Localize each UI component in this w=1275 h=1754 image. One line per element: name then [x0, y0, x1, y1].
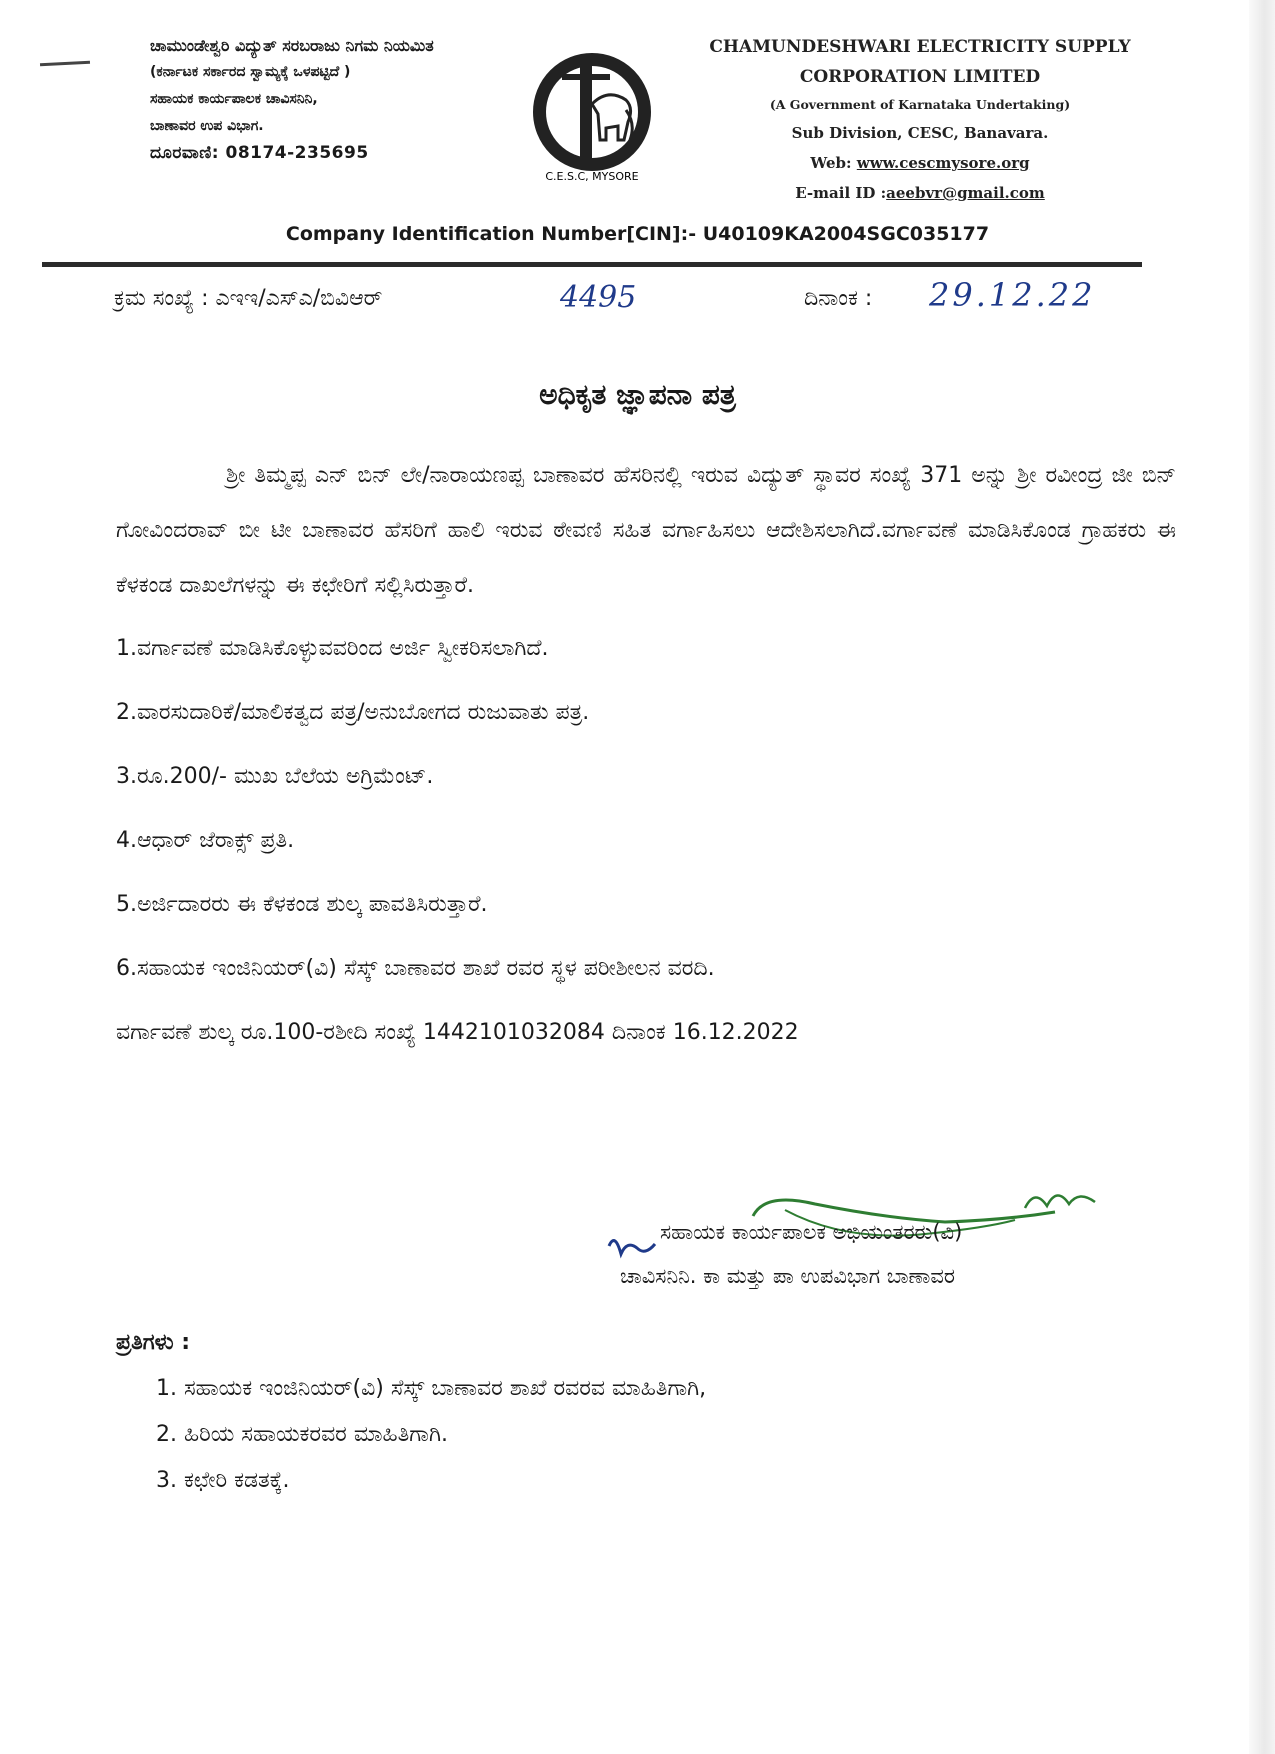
kannada-org-name: ಚಾಮುಂಡೇಶ್ವರಿ ವಿದ್ಯುತ್ ಸರಬರಾಜು ನಿಗಮ ನಿಯಮಿತ [150, 36, 434, 55]
list-item: 5.ಅರ್ಜಿದಾರರು ಈ ಕೆಳಕಂಡ ಶುಲ್ಕ ಪಾವತಿಸಿರುತ್ತಾರೆ. [116, 892, 488, 917]
reference-label: ಕ್ರಮ ಸಂಖ್ಯೆ : ಎಇಇ/ಎಸ್‌ಎ/ಬಿವಿಆರ್ [114, 286, 383, 311]
company-name-line1: CHAMUNDESHWARI ELECTRICITY SUPPLY [709, 37, 1131, 57]
scan-edge [1249, 0, 1275, 1754]
list-item: 6.ಸಹಾಯಕ ಇಂಜಿನಿಯರ್(ವಿ) ಸೆಸ್ಕ್ ಬಾಣಾವರ ಶಾಖೆ ರವರ ಸ್ಥಳ ಪರೀಶೀಲನ ವರದಿ. [116, 956, 715, 981]
logo-caption: C.E.S.C, MYSORE [545, 170, 639, 183]
signatory-title: ಸಹಾಯಕ ಕಾರ್ಯಪಾಲಕ ಅಭಿಯಂತರರು(ವಿ) [660, 1220, 963, 1244]
header-divider [42, 262, 1142, 267]
government-note: (A Government of Karnataka Undertaking) [769, 97, 1071, 112]
copy-item: 2. ಹಿರಿಯ ಸಹಾಯಕರವರ ಮಾಹಿತಿಗಾಗಿ. [156, 1422, 448, 1447]
kannada-letterhead [150, 32, 530, 167]
reference-number: 4495 [560, 280, 637, 315]
copy-item: 1. ಸಹಾಯಕ ಇಂಜಿನಿಯರ್(ವಿ) ಸೆಸ್ಕ್ ಬಾಣಾವರ ಶಾಖೆ ರವರವ ಮಾಹಿತಿಗಾಗಿ, [156, 1376, 707, 1401]
date-value: 29.12.22 [929, 276, 1096, 314]
date-label: ದಿನಾಂಕ : [804, 286, 873, 311]
kannada-phone: ದೂರವಾಣಿ: 08174-235695 [150, 143, 369, 163]
document-title: ಅಧಿಕೃತ ಜ್ಞಾಪನಾ ಪತ್ರ [539, 378, 736, 411]
web-link[interactable]: www.cescmysore.org [856, 154, 1030, 172]
email-label: E-mail ID : [795, 184, 887, 202]
email-link[interactable]: aeebvr@gmail.com [886, 184, 1045, 202]
list-item: 4.ಆಧಾರ್ ಜೆರಾಕ್ಸ್ ಪ್ರತಿ. [116, 828, 295, 853]
cin-number: Company Identification Number[CIN]:- U40109KA2004SGC035177 [285, 223, 990, 245]
english-letterhead [700, 32, 1140, 208]
fee-receipt-line: ವರ್ಗಾವಣೆ ಶುಲ್ಕ ರೂ.100-ರಶೀದಿ ಸಂಖ್ಯೆ 1442101032084 ದಿನಾಂಕ 16.12.2022 [116, 1020, 799, 1045]
copy-item: 3. ಕಛೇರಿ ಕಡತಕ್ಕೆ. [156, 1468, 290, 1493]
list-item: 3.ರೂ.200/- ಮುಖ ಬೆಲೆಯ ಅಗ್ರಿಮೆಂಟ್. [116, 764, 434, 789]
web-line [700, 148, 1140, 178]
copies-section [116, 1320, 1116, 1504]
cesc-logo [522, 44, 662, 184]
memo-paragraph: ಶ್ರೀ ತಿಮ್ಮಪ್ಪ ಎನ್ ಬಿನ್ ಲೇ/ನಾರಾಯಣಪ್ಪ ಬಾಣಾವರ ಹೆಸರಿನಲ್ಲಿ ಇರುವ ವಿದ್ಯುತ್ ಸ್ಥಾವರ ಸಂಖ್ಯೆ 371 ಅನ್ನು ಶ್ರೀ ರವೀಂದ್ರ ಜೀ ಬಿನ್ ಗೋವಿಂದರಾವ್ ಬೀ ಟೀ ಬಾಣಾವರ ಹೆಸರಿಗೆ ಹಾಲಿ ಇರುವ ಠೇವಣಿ ಸಹಿತ ವರ್ಗಾಹಿಸಲು ಆದೇಶಿಸಲಾಗಿದೆ.ವರ್ಗಾವಣೆ ಮಾಡಿಸಿಕೊಂಡ ಗ್ರಾಹಕರು ಈ ಕೆಳಕಂಡ ದಾಖಲೆಗಳನ್ನು ಈ ಕಛೇರಿಗೆ ಸಲ್ಲಿಸಿರುತ್ತಾರೆ. [116, 463, 1176, 598]
memo-body [116, 448, 1176, 1060]
scan-mark [40, 61, 90, 67]
company-name-line2: CORPORATION LIMITED [799, 67, 1041, 87]
signatory-block [590, 1210, 1150, 1298]
email-line [700, 178, 1140, 208]
list-item: 2.ವಾರಸುದಾರಿಕೆ/ಮಾಲಿಕತ್ವದ ಪತ್ರ/ಅನುಬೋಗದ ರುಜುವಾತು ಪತ್ರ. [116, 700, 590, 725]
kannada-office: ಸಹಾಯಕ ಕಾರ್ಯಪಾಲಕ ಚಾವಿಸನಿನಿ, [150, 91, 318, 107]
copies-heading: ಪ್ರತಿಗಳು : [116, 1330, 191, 1355]
kannada-gov-note: (ಕರ್ನಾಟಕ ಸರ್ಕಾರದ ಸ್ವಾಮ್ಯಕ್ಕೆ ಒಳಪಟ್ಟಿದೆ ) [150, 64, 351, 80]
reference-line [114, 276, 1174, 320]
subdivision-line: Sub Division, CESC, Banavara. [791, 124, 1049, 142]
web-label: Web: [810, 154, 857, 172]
kannada-subdivision: ಬಾಣಾವರ ಉಪ ವಿಭಾಗ. [150, 118, 264, 134]
signatory-office: ಚಾವಿಸನಿನಿ. ಕಾ ಮತ್ತು ಪಾ ಉಪವಿಭಾಗ ಬಾಣಾವರ [620, 1264, 955, 1288]
list-item: 1.ವರ್ಗಾವಣೆ ಮಾಡಿಸಿಕೊಳ್ಳುವವರಿಂದ ಅರ್ಜಿ ಸ್ವೀಕರಿಸಲಾಗಿದೆ. [116, 636, 549, 661]
